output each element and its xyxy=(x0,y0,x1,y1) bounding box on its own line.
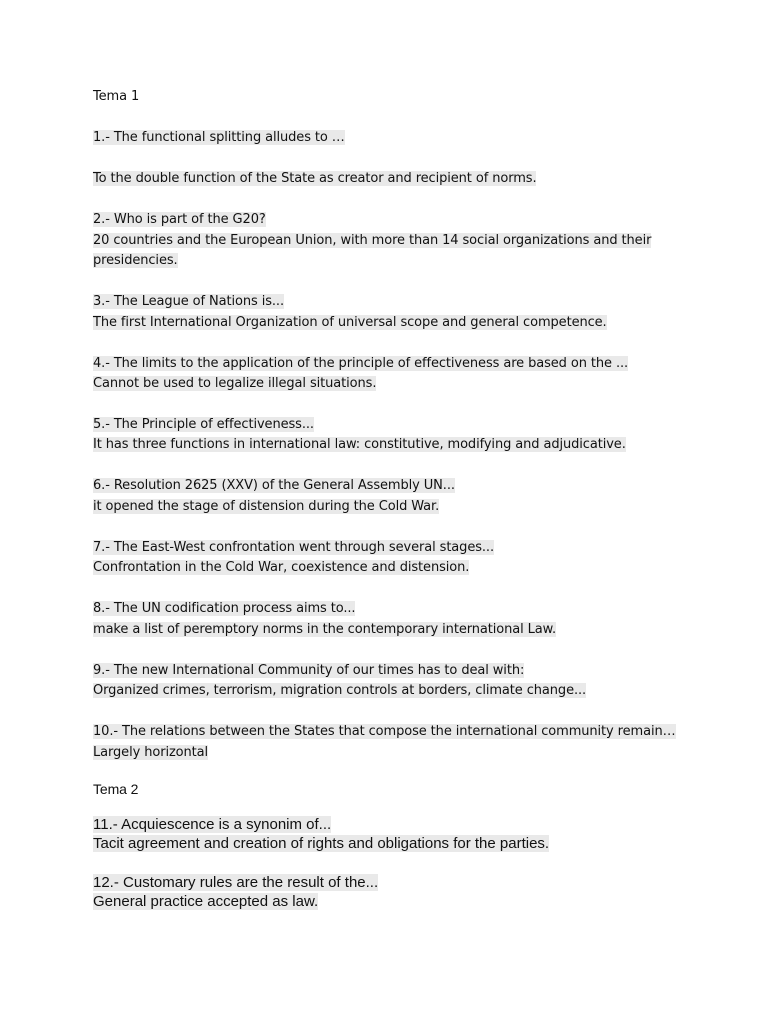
answer-text: The first International Organization of universal scope and general competence. xyxy=(93,315,607,330)
answer-5 xyxy=(93,436,626,453)
answer-11 xyxy=(93,835,549,853)
section-title: Tema 1 xyxy=(93,89,140,104)
answer-7 xyxy=(93,559,469,576)
question-10 xyxy=(93,723,676,740)
question-4 xyxy=(93,355,628,372)
question-text: 8.- The UN codification process aims to... xyxy=(93,601,356,616)
answer-text: Tacit agreement and creation of rights and obligations for the parties. xyxy=(93,835,550,852)
answer-1 xyxy=(93,170,536,187)
answer-10 xyxy=(93,744,208,761)
answer-2-line-1 xyxy=(93,232,651,249)
question-1 xyxy=(93,129,345,146)
question-3 xyxy=(93,293,284,310)
question-12 xyxy=(93,874,378,892)
answer-8 xyxy=(93,621,556,638)
question-5 xyxy=(93,416,314,433)
answer-text: 20 countries and the European Union, with more than 14 social organizations and their xyxy=(93,233,652,248)
answer-12 xyxy=(93,893,318,911)
question-text: 9.- The new International Community of our times has to deal with: xyxy=(93,663,525,678)
question-2 xyxy=(93,211,266,228)
answer-text: Largely horizontal xyxy=(93,745,209,760)
answer-text: it opened the stage of distension during the Cold War. xyxy=(93,499,440,514)
answer-text: General practice accepted as law. xyxy=(93,893,319,910)
question-11 xyxy=(93,816,331,834)
answer-4 xyxy=(93,375,376,392)
answer-2-line-2 xyxy=(93,252,178,269)
answer-text: Cannot be used to legalize illegal situations. xyxy=(93,376,377,391)
question-text: 12.- Customary rules are the result of the... xyxy=(93,874,379,891)
answer-text: It has three functions in international law: constitutive, modifying and adjudicative. xyxy=(93,437,626,452)
question-text: 7.- The East-West confrontation went through several stages... xyxy=(93,540,494,555)
question-text: 6.- Resolution 2625 (XXV) of the General Assembly UN... xyxy=(93,478,455,493)
answer-text: Confrontation in the Cold War, coexistence and distension. xyxy=(93,560,470,575)
answer-text: presidencies. xyxy=(93,253,178,268)
answer-text: Organized crimes, terrorism, migration controls at borders, climate change... xyxy=(93,683,587,698)
question-text: 5.- The Principle of effectiveness... xyxy=(93,417,314,432)
question-text: 2.- Who is part of the G20? xyxy=(93,212,266,227)
answer-text: To the double function of the State as creator and recipient of norms. xyxy=(93,171,537,186)
question-text: 1.- The functional splitting alludes to … xyxy=(93,130,345,145)
question-7 xyxy=(93,539,494,556)
question-text: 3.- The League of Nations is... xyxy=(93,294,284,309)
answer-9 xyxy=(93,682,586,699)
answer-3 xyxy=(93,314,607,331)
question-8 xyxy=(93,600,355,617)
answer-6 xyxy=(93,498,439,515)
question-text: 11.- Acquiescence is a synonim of... xyxy=(93,816,332,833)
question-6 xyxy=(93,477,455,494)
answer-text: make a list of peremptory norms in the contemporary international Law. xyxy=(93,622,557,637)
section-title: Tema 2 xyxy=(93,781,139,797)
question-text: 4.- The limits to the application of the principle of effectiveness are based on the ... xyxy=(93,356,629,371)
question-text: 10.- The relations between the States that compose the international community remain… xyxy=(93,724,676,739)
question-9 xyxy=(93,662,524,679)
